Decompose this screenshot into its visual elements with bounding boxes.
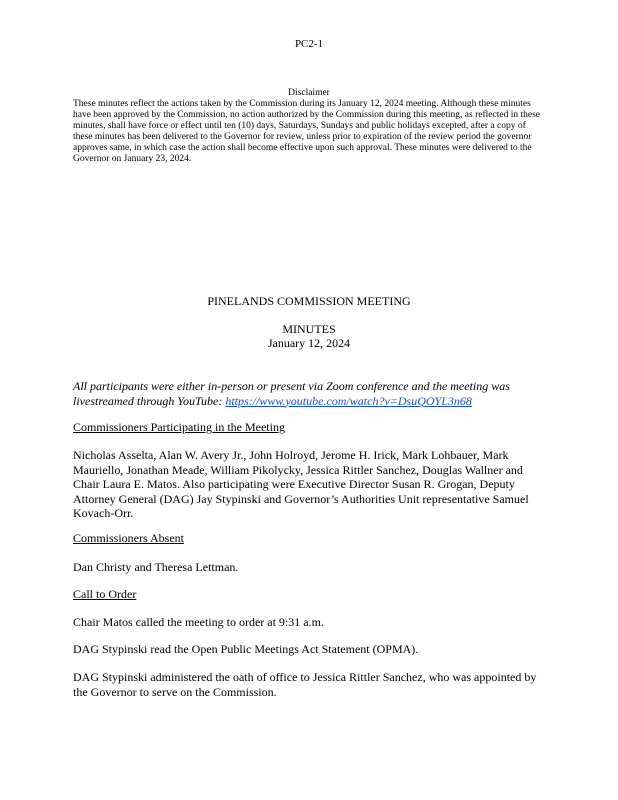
page-id: PC2-1 bbox=[294, 38, 324, 50]
intro-text: All participants were either in-person or present via Zoom conference and the meeting was livestreamed through YouTube: bbox=[73, 379, 510, 408]
absent-paragraph: Dan Christy and Theresa Lettman. bbox=[73, 560, 239, 574]
disclaimer-body: These minutes reflect the actions taken by the Commission during its January 12, 2024 meeting. Although these minutes have been approved by the Commission, no action authorized by the Commission during this meeting, as reflected in these minutes, shall have force or effect until ten (10) days, Saturdays, Sundays and public holidays excepted, after a copy of these minutes has been delivered to the Governor for review, unless prior to expiration of the review period the governor approves same, in which case the action shall become effective upon such approval. These minutes were delivered to the Governor on January 23, 2024. bbox=[73, 99, 540, 164]
call-to-order-heading: Call to Order bbox=[73, 587, 137, 601]
disclaimer-title: Disclaimer bbox=[288, 88, 330, 98]
minutes-date: January 12, 2024 bbox=[267, 336, 351, 350]
participating-heading: Commissioners Participating in the Meeting bbox=[73, 420, 285, 434]
absent-heading: Commissioners Absent bbox=[73, 531, 185, 545]
intro-paragraph bbox=[73, 379, 548, 408]
call-to-order-paragraph: Chair Matos called the meeting to order at 9:31 a.m. bbox=[73, 615, 324, 629]
opma-paragraph: DAG Stypinski read the Open Public Meetings Act Statement (OPMA). bbox=[73, 642, 419, 656]
minutes-label: MINUTES bbox=[282, 322, 336, 336]
oath-paragraph: DAG Stypinski administered the oath of office to Jessica Rittler Sanchez, who was appointed by the Governor to serve on the Commission. bbox=[73, 670, 537, 699]
participating-paragraph: Nicholas Asselta, Alan W. Avery Jr., John Holroyd, Jerome H. Irick, Mark Lohbauer, Mark Mauriello, Jonathan Meade, William Pikolycky, Jessica Rittler Sanchez, Douglas Wallner and Chair Laura E. Matos. Also participating were Executive Director Susan R. Grogan, Deputy Attorney General (DAG) Jay Stypinski and Governor’s Authorities Unit representative Samuel Kovach-Orr. bbox=[73, 448, 529, 520]
youtube-link[interactable]: https://www.youtube.com/watch?v=DsuQOYL3n68 bbox=[225, 393, 472, 408]
meeting-title: PINELANDS COMMISSION MEETING bbox=[207, 294, 411, 308]
